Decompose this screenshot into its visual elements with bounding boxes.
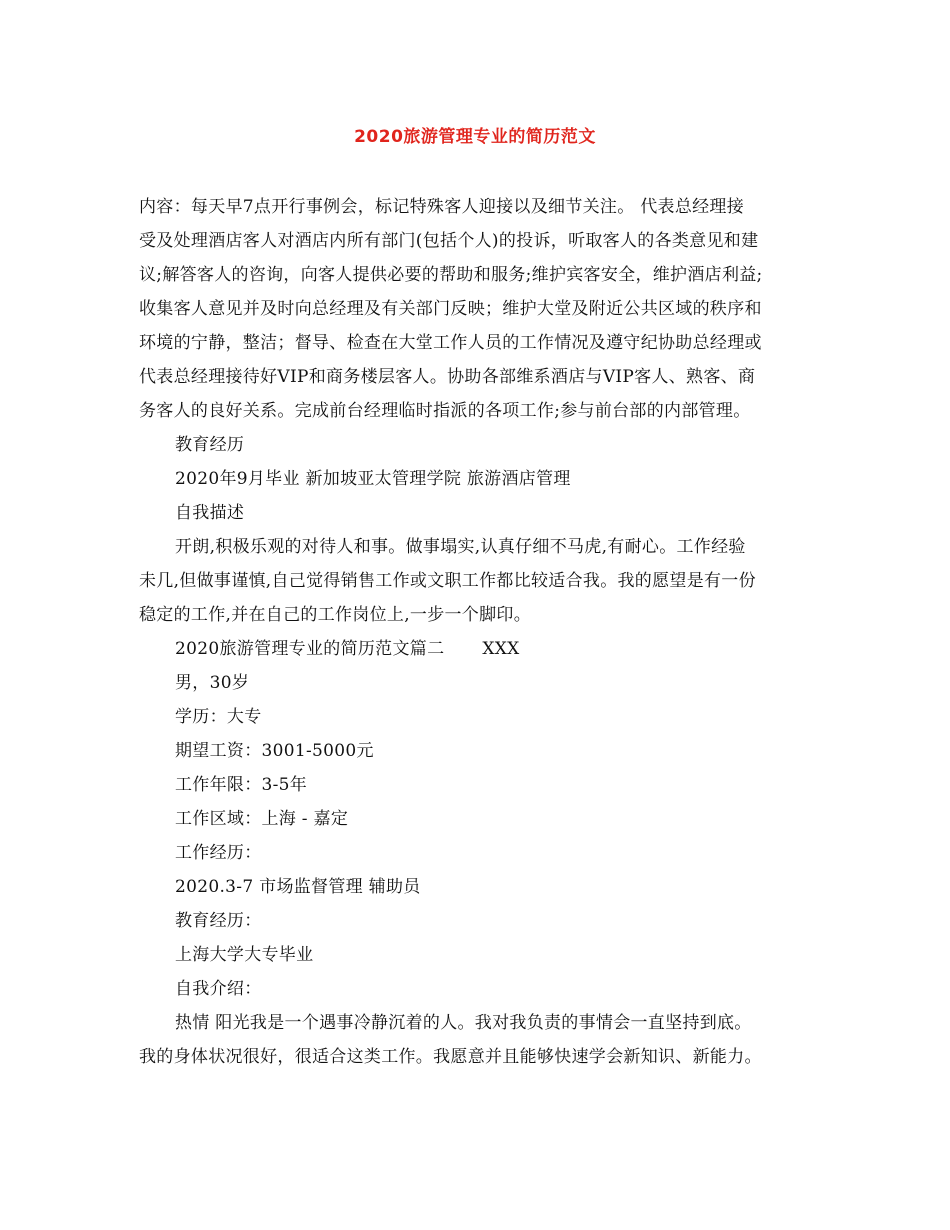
education-entry: 2020年9月毕业 新加坡亚太管理学院 旅游酒店管理: [175, 469, 571, 489]
paragraph-line: 内容：每天早7点开行事例会，标记特殊客人迎接以及细节关注。 代表总经理接: [139, 197, 745, 217]
work-years: 工作年限：3-5年: [175, 775, 308, 795]
work-region: 工作区域：上海 - 嘉定: [175, 809, 349, 829]
paragraph-line: 受及处理酒店客人对酒店内所有部门(包括个人)的投诉，听取客人的各类意见和建: [139, 231, 759, 251]
education-entry: 上海大学大专毕业: [175, 945, 314, 965]
document-title: 2020旅游管理专业的简历范文: [354, 127, 596, 147]
second-resume-heading: [139, 632, 819, 666]
section-heading: 自我描述: [175, 503, 245, 523]
paragraph-line: 稳定的工作,并在自己的工作岗位上,一步一个脚印。: [139, 605, 532, 625]
section-heading: 工作经历：: [175, 843, 262, 863]
paragraph-line: 我的身体状况很好，很适合这类工作。我愿意并且能够快速学会新知识、新能力。: [139, 1047, 762, 1067]
expected-salary: 期望工资：3001-5000元: [175, 741, 374, 761]
section-heading: 自我介绍：: [175, 979, 262, 999]
paragraph-line: 开朗,积极乐观的对待人和事。做事塌实,认真仔细不马虎,有耐心。工作经验: [175, 537, 746, 557]
paragraph-line: 收集客人意见并及时向总经理及有关部门反映；维护大堂及附近公共区域的秩序和: [139, 299, 762, 319]
paragraph-line: 代表总经理接待好VIP和商务楼层客人。协助各部维系酒店与VIP客人、熟客、商: [139, 367, 756, 387]
document-body: [139, 190, 819, 1074]
paragraph-line: 环境的宁静，整洁；督导、检查在大堂工作人员的工作情况及遵守纪协助总经理或: [139, 333, 762, 353]
work-entry: 2020.3-7 市场监督管理 辅助员: [175, 877, 421, 897]
paragraph-line: 未几,但做事谨慎,自己觉得销售工作或文职工作都比较适合我。我的愿望是有一份: [139, 571, 756, 591]
second-resume-title: 2020旅游管理专业的简历范文篇二: [175, 639, 445, 659]
applicant-gender-age: 男，30岁: [175, 673, 250, 693]
paragraph-line: 热情 阳光我是一个遇事冷静沉着的人。我对我负责的事情会一直坚持到底。: [175, 1013, 752, 1033]
applicant-education-level: 学历：大专: [175, 707, 262, 727]
paragraph-line: 议;解答客人的咨询，向客人提供必要的帮助和服务;维护宾客安全，维护酒店利益;: [139, 265, 763, 285]
paragraph-line: 务客人的良好关系。完成前台经理临时指派的各项工作;参与前台部的内部管理。: [139, 401, 751, 421]
applicant-name: XXX: [482, 639, 520, 659]
section-heading: 教育经历: [175, 435, 245, 455]
section-heading: 教育经历：: [175, 911, 262, 931]
